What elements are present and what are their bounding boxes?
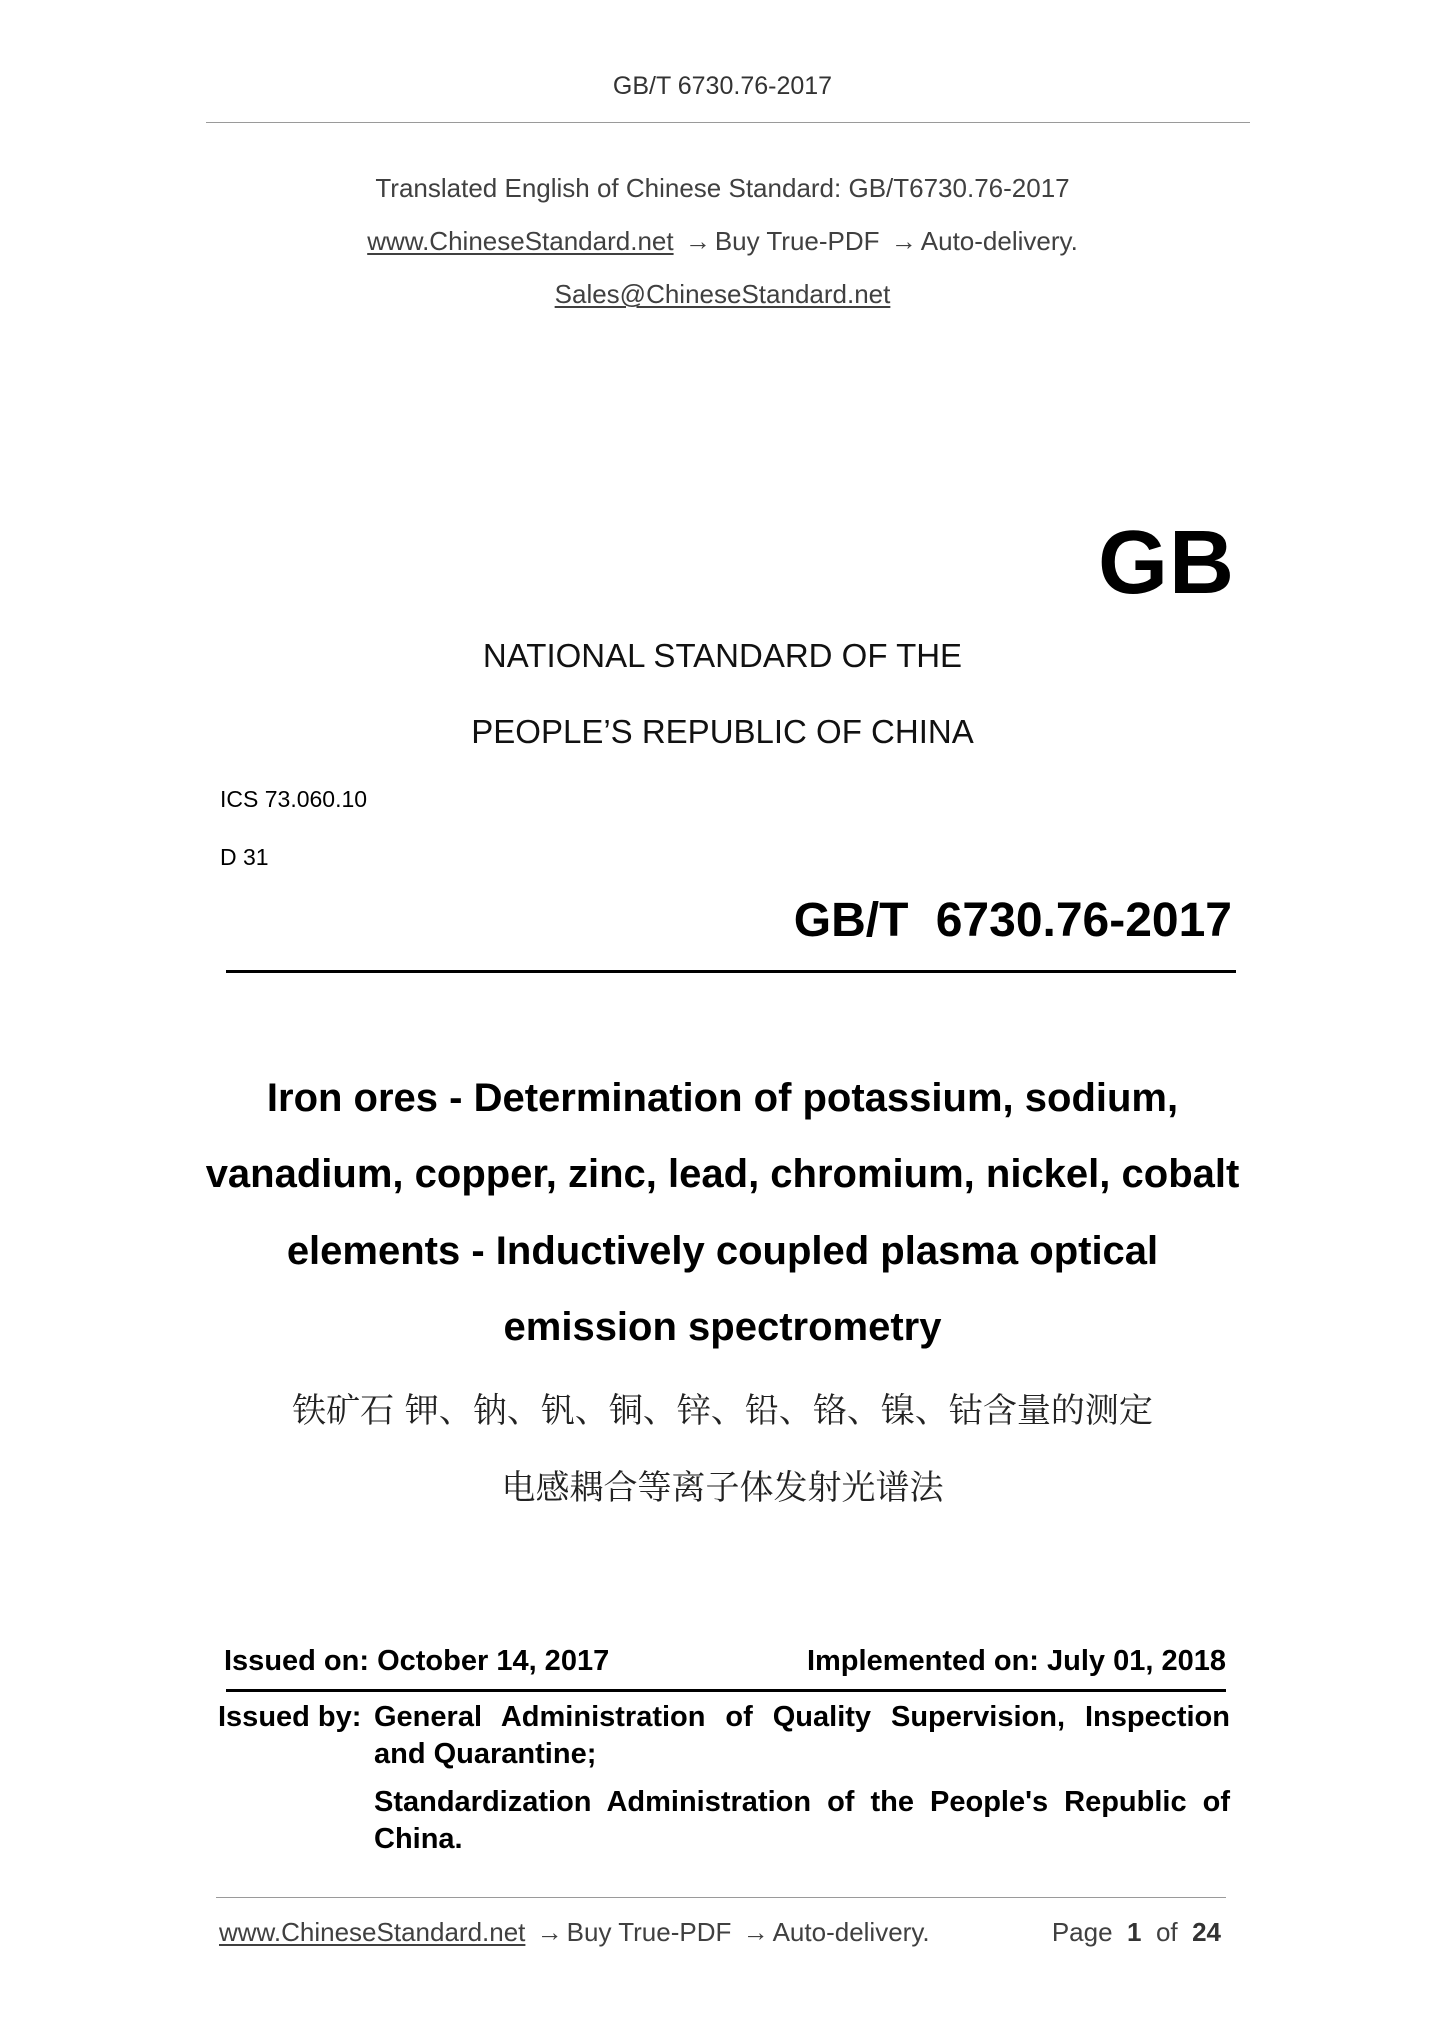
sales-email-link[interactable]: Sales@ChineseStandard.net [554, 279, 891, 309]
site-link[interactable]: www.ChineseStandard.net [367, 226, 674, 256]
english-title-line: Iron ores - Determination of potassium, sodium, [266, 1076, 1179, 1120]
standard-number: GB/T 6730.76-2017 [793, 894, 1232, 947]
page-indicator [1052, 1917, 1221, 1948]
total-pages-number: 24 [1192, 1917, 1221, 1947]
arrow-right-icon: → [890, 226, 917, 256]
gb-mark: GB [1098, 513, 1235, 613]
arrow-right-icon: → [536, 1917, 563, 1947]
issued-on-date: Issued on: October 14, 2017 [224, 1645, 610, 1677]
issuing-authority-1: General Administration of Quality Supervision, Inspection and Quarantine; [374, 1701, 1230, 1770]
arrow-right-icon: → [742, 1917, 769, 1947]
buy-pdf-text: Buy True-PDF [714, 226, 880, 256]
english-title-line: elements - Inductively coupled plasma optical [286, 1229, 1159, 1273]
current-page-number: 1 [1127, 1917, 1142, 1947]
standard-number-divider [226, 970, 1236, 973]
arrow-right-icon: → [684, 226, 711, 256]
chinese-title-line: 铁矿石 钾、钠、钒、铜、锌、铅、铬、镍、钴含量的测定 [292, 1391, 1153, 1431]
footer-buy-pdf-text: Buy True-PDF [566, 1917, 732, 1947]
classification-code: D 31 [220, 844, 269, 870]
national-standard-line-2: PEOPLE’S REPUBLIC OF CHINA [471, 713, 974, 750]
dates-divider [226, 1689, 1226, 1692]
purchase-notice [0, 226, 1445, 257]
auto-delivery-text: Auto-delivery. [920, 226, 1078, 256]
running-header-title: GB/T 6730.76-2017 [612, 72, 833, 100]
header-divider [206, 122, 1250, 123]
english-title-line: emission spectrometry [503, 1305, 942, 1349]
issued-by-label: Issued by: [218, 1701, 362, 1733]
ics-code: ICS 73.060.10 [220, 786, 368, 812]
english-title-line: vanadium, copper, zinc, lead, chromium, nickel, cobalt [205, 1152, 1240, 1196]
implemented-on-date: Implemented on: July 01, 2018 [806, 1645, 1226, 1677]
issued-by-block [218, 1699, 1230, 1858]
of-label: of [1155, 1917, 1178, 1947]
translation-notice: Translated English of Chinese Standard: GB/T6730.76-2017 [375, 173, 1070, 203]
national-standard-line-1: NATIONAL STANDARD OF THE [482, 637, 963, 674]
chinese-title-line: 电感耦合等离子体发射光谱法 [501, 1468, 944, 1508]
footer-divider [216, 1897, 1226, 1898]
page-label: Page [1051, 1917, 1113, 1947]
footer-site-link[interactable]: www.ChineseStandard.net [219, 1917, 526, 1947]
issuing-authority-2: Standardization Administration of the People's Republic of China. [374, 1786, 1230, 1855]
footer-purchase-notice [219, 1917, 930, 1948]
email-line [0, 279, 1445, 310]
footer-auto-delivery-text: Auto-delivery. [772, 1917, 930, 1947]
